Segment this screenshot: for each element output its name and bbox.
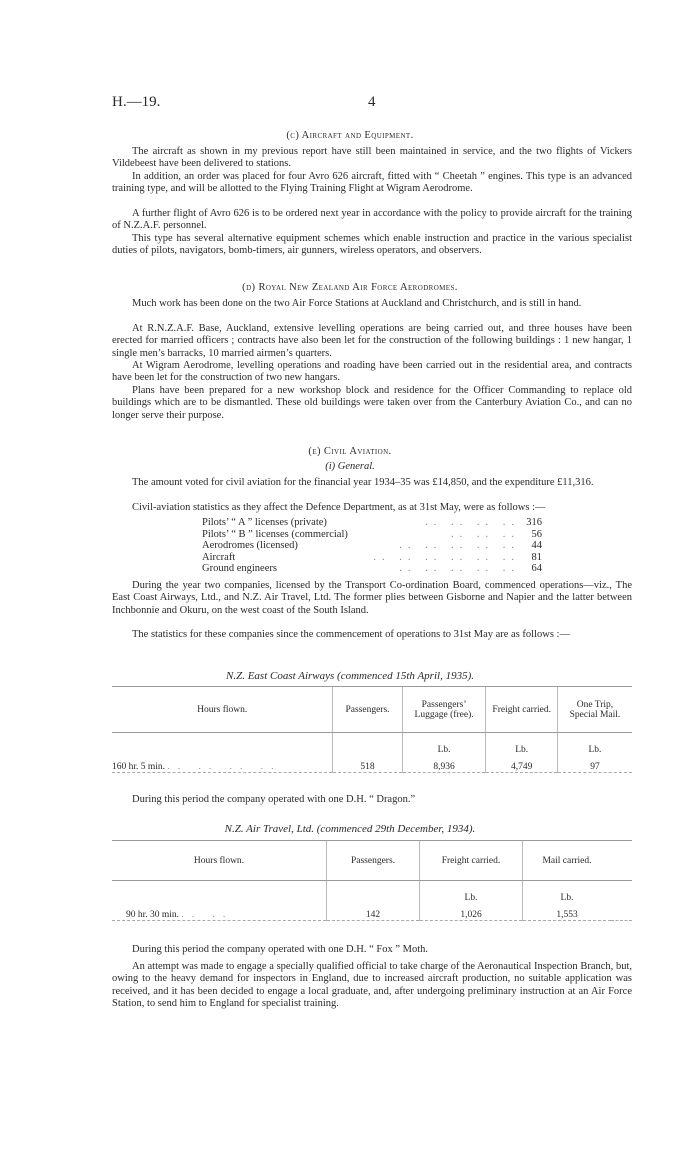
table2-unit: Lb. bbox=[420, 881, 523, 903]
table2-cell: 1,026 bbox=[420, 903, 523, 921]
stat-value: 316 bbox=[526, 517, 542, 528]
table1-header: One Trip, Special Mail. bbox=[557, 687, 632, 733]
table2-header: Passengers. bbox=[327, 841, 420, 881]
stat-value: 44 bbox=[531, 540, 542, 552]
table2-header: Hours flown. bbox=[112, 841, 327, 881]
stat-value: 81 bbox=[531, 551, 542, 563]
section-c-title: (c) Aircraft and Equipment. bbox=[286, 130, 414, 141]
stat-label: Pilots’ “ B ” licenses (commercial) bbox=[202, 528, 348, 540]
sec-e-para-2: Civil-aviation statistics as they affect the Defence Department, as at 31st May, were as follows :— bbox=[132, 502, 546, 513]
table2-cell: 90 hr. 30 min. .. .. bbox=[112, 903, 327, 921]
stat-row: Ground engineers .. .. .. .. .. 64 bbox=[202, 563, 542, 575]
table1-unit bbox=[333, 733, 402, 755]
sec-e-para-3: During the year two companies, licensed by the Transport Co-ordination Board, commenced operations—viz., The East Coast Airways, Ltd., and N.Z. Air Travel, Ltd. The former plies between Gisborne and Napier and the latter between Inchbonnie and Okuru, on the west coast of the South Island. bbox=[112, 580, 632, 616]
stat-label: Aircraft bbox=[202, 551, 236, 563]
table2-cell: 1,553 bbox=[523, 903, 612, 921]
stat-label: Ground engineers bbox=[202, 563, 277, 575]
table1 bbox=[112, 686, 632, 773]
stat-row: Aerodromes (licensed) .. .. .. .. .. 44 bbox=[202, 540, 542, 552]
table1-header: Passengers’ Luggage (free). bbox=[402, 687, 486, 733]
closing-paragraph: An attempt was made to engage a specially qualified official to take charge of the Aeronautical Inspection Branch, but, owing to the heavy demand for inspectors in England, due to increased aircraft production, no suitable application was received, and it has been decided to engage a local graduate, and, after undergoing preliminary instruction at an Air Force Station, to send him to England for specialist training. bbox=[112, 961, 632, 1009]
sec-c-para-3: A further flight of Avro 626 is to be ordered next year in accordance with the policy to provide aircraft for the training of N.Z.A.F. personnel. bbox=[112, 208, 632, 232]
table1-note: During this period the company operated with one D.H. “ Dragon.” bbox=[132, 794, 416, 805]
table1-unit: Lb. bbox=[402, 733, 486, 755]
stat-row: Pilots’ “ B ” licenses (commercial) .. .. .. 56 bbox=[202, 528, 542, 540]
table1-header: Passengers. bbox=[333, 687, 402, 733]
sec-d-para-1: Much work has been done on the two Air Force Stations at Auckland and Christchurch, and is still in hand. bbox=[132, 298, 582, 309]
table1-header: Hours flown. bbox=[112, 687, 333, 733]
section-e-subtitle: (i) General. bbox=[325, 461, 375, 472]
sec-d-para-3: At Wigram Aerodrome, levelling operations and roading have been carried out in the residential area, and contracts have been let for the construction of two new hangars. bbox=[112, 360, 632, 384]
table1-cell: 160 hr. 5 min. .. .. .. .. bbox=[112, 755, 333, 773]
page-reference: H.—19. bbox=[112, 94, 161, 110]
table1-cell: 518 bbox=[333, 755, 402, 773]
table1-unit: Lb. bbox=[557, 733, 632, 755]
page-number: 4 bbox=[368, 94, 376, 110]
table2-unit bbox=[112, 881, 327, 903]
sec-c-para-4: This type has several alternative equipment schemes which enable instruction and practice in the various specialist duties of pilots, navigators, bomb-timers, air gunners, wireless operators, and observers. bbox=[112, 233, 632, 257]
sec-c-para-2: In addition, an order was placed for four Avro 626 aircraft, fitted with “ Cheetah ” engines. This type is an advanced training type, and will be allotted to the Flying Training Flight at Wigram Aerodrome. bbox=[112, 171, 632, 195]
table2-header: Mail carried. bbox=[523, 841, 612, 881]
civil-aviation-stats bbox=[202, 517, 542, 575]
table2 bbox=[112, 840, 632, 921]
table1-cell: 8,936 bbox=[402, 755, 486, 773]
table2-cell: 142 bbox=[327, 903, 420, 921]
stat-value: 56 bbox=[531, 528, 542, 540]
sec-d-para-2: At R.N.Z.A.F. Base, Auckland, extensive levelling operations are being carried out, and three houses have been erected for married officers ; contracts have also been let for the construction of the following buildings : 1 new hangar, 1 single men’s barracks, 10 married airmen’s quarters. bbox=[112, 323, 632, 359]
stat-label: Pilots’ “ A ” licenses (private) bbox=[202, 517, 327, 528]
sec-d-para-4: Plans have been prepared for a new workshop block and residence for the Officer Commanding to replace old buildings which are to be dismantled. These old buildings were taken over from the Canterbury Aviation Co., and can no longer serve their purpose. bbox=[112, 385, 632, 421]
table1-unit: Lb. bbox=[486, 733, 557, 755]
stat-value: 64 bbox=[531, 563, 542, 575]
stat-label: Aerodromes (licensed) bbox=[202, 540, 298, 552]
table2-caption: N.Z. Air Travel, Ltd. (commenced 29th December, 1934). bbox=[224, 823, 476, 835]
table2-unit bbox=[327, 881, 420, 903]
table2-note: During this period the company operated with one D.H. “ Fox ” Moth. bbox=[132, 944, 428, 955]
table1-header: Freight carried. bbox=[486, 687, 557, 733]
stat-row: Pilots’ “ A ” licenses (private) .. .. .. .. 316 bbox=[202, 517, 542, 528]
section-d-title: (d) Royal New Zealand Air Force Aerodromes. bbox=[242, 282, 458, 293]
table1-unit bbox=[112, 733, 333, 755]
section-e-title: (e) Civil Aviation. bbox=[308, 446, 392, 457]
stat-row: Aircraft .. .. .. .. .. .. 81 bbox=[202, 551, 542, 563]
table1-cell: 97 bbox=[557, 755, 632, 773]
sec-c-para-1: The aircraft as shown in my previous report have still been maintained in service, and the two flights of Vickers Vildebeest have been delivered to stations. bbox=[112, 146, 632, 170]
table1-caption: N.Z. East Coast Airways (commenced 15th April, 1935). bbox=[225, 670, 474, 682]
table1-cell: 4,749 bbox=[486, 755, 557, 773]
sec-e-para-1: The amount voted for civil aviation for the financial year 1934–35 was £14,850, and the expenditure £11,316. bbox=[132, 477, 594, 488]
table2-unit: Lb. bbox=[523, 881, 612, 903]
sec-e-para-4: The statistics for these companies since the commencement of operations to 31st May are as follows :— bbox=[132, 629, 570, 640]
table2-header: Freight carried. bbox=[420, 841, 523, 881]
